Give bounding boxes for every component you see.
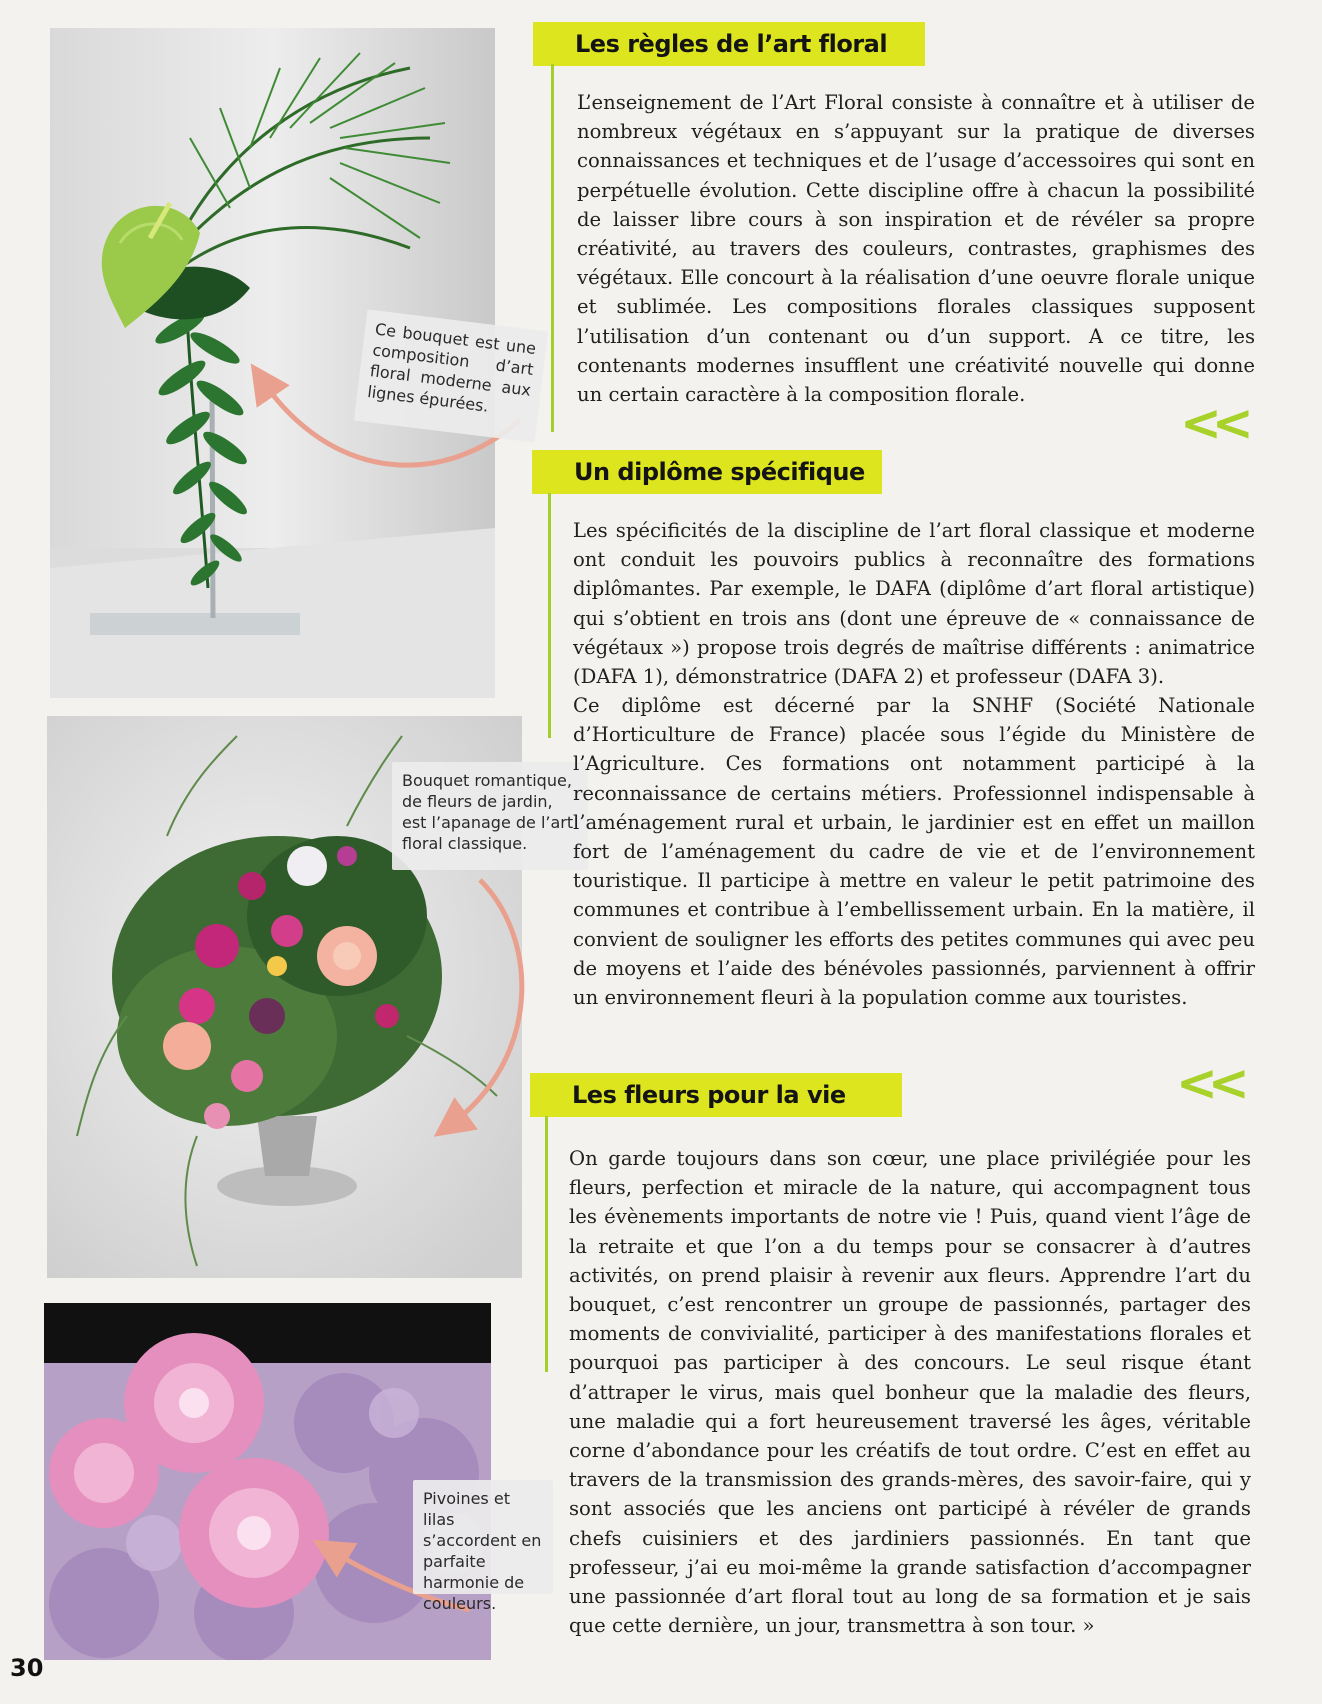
section-text-fleurs: On garde toujours dans son cœur, une place privilégiée pour les fleurs, perfection et miracle de la nature, qui accompagnent tous les évènements importants de notre vie ! Puis, quand vient l’âge de la retraite et que l’on a du temps pour se consacrer à d’autres activités, on prend plaisir à revenir aux fleurs. Apprendre l’art du bouquet, c’est rencontrer un groupe de passionnés, partager des moments de convivialité, participer à des manifestations florales et pourquoi pas participer à des concours. Le seul risque étant d’attraper le virus, mais quel bonheur que la maladie des fleurs, une maladie qui a fort heureusement traversé les âges, véritable corne d’abondance pour les créatifs de tout ordre. C’est en effet au travers de la transmission des grands-mères, des savoir-faire, qui y sont associés que les anciens ont participé à révéler de grands chefs cuisiniers et des jardiniers passionnés. En tant que professeur, j’ai eu moi-même la grande satisfaction d’accompagner une passionnée d’art floral tout au long de sa formation et je sais que cette dernière, un jour, transmettra à son tour. » [569,1147,1251,1638]
section-accent-line [545,1116,548,1372]
section-text-diplome-1: Les spécificités de la discipline de l’art floral classique et moderne ont conduit les pouvoirs publics à reconnaître des formations diplômantes. Par exemple, le DAFA (diplôme d’art floral artistique) qui s’obtient en trois ans (dont une épreuve de « connaissance de végétaux ») propose trois degrés de maîtrise différents : animatrice (DAFA 1), démonstratrice (DAFA 2) et professeur (DAFA 3). [573,519,1255,689]
section-text-diplome-2: Ce diplôme est décerné par la SNHF (Société Nationale d’Horticulture de France) placée sous l’égide du Ministère de l’Agriculture. Ces formations ont notamment participé à la reconnaissance de certains métiers. Professionnel indispensable à l’aménagement rural et urbain, le jardinier est en effet un maillon fort de l’aménagement du cadre de vie et de l’environnement touristique. Il participe à mettre en valeur le petit patrimoine des communes et contribue à l’embellissement urbain. En la matière, il convient de souligner les efforts des petites communes qui avec peu de moyens et l’aide des bénévoles passionnés, parviennent à offrir un environnement fleuri à la population comme aux touristes. [573,694,1255,1010]
section-text-regles: L’enseignement de l’Art Floral consiste à connaître et à utiliser de nombreux végétaux en s’appuyant sur la pratique de diverses connaissances et techniques et de l’usage d’accessoires qui sont en perpétuelle évolution. Cette discipline offre à chacun la possibilité de laisser libre cours à son inspiration et de révéler sa propre créativité, au travers des couleurs, contrastes, graphismes des végétaux. Elle concourt à la réalisation d’une oeuvre florale unique et sublimée. Les compositions florales classiques supposent l’utilisation d’un contenant ou d’un support. A ce titre, les contenants modernes insufflent une créativité nouvelle qui donne un certain caractère à la composition florale. [577,91,1255,407]
section-accent-line [551,64,554,432]
section-heading-regles: Les règles de l’art floral [533,22,925,66]
end-marker-chevrons: << [1176,1054,1240,1112]
end-marker-chevrons: << [1180,394,1244,452]
caption-peonies-lilacs: Pivoines et lilas s’accordent en parfaite harmonie de couleurs. [413,1480,553,1594]
section-accent-line [548,493,551,738]
page-number: 30 [10,1654,44,1682]
section-heading-fleurs: Les fleurs pour la vie [530,1073,902,1117]
section-heading-diplome: Un diplôme spécifique [532,450,882,494]
caption-modern-bouquet: Ce bouquet est une composition d’art floral moderne aux lignes épurées. [354,309,548,442]
caption-romantic-bouquet: Bouquet romantique, de fleurs de jardin, est l’apanage de l’art floral classique. [392,762,588,870]
